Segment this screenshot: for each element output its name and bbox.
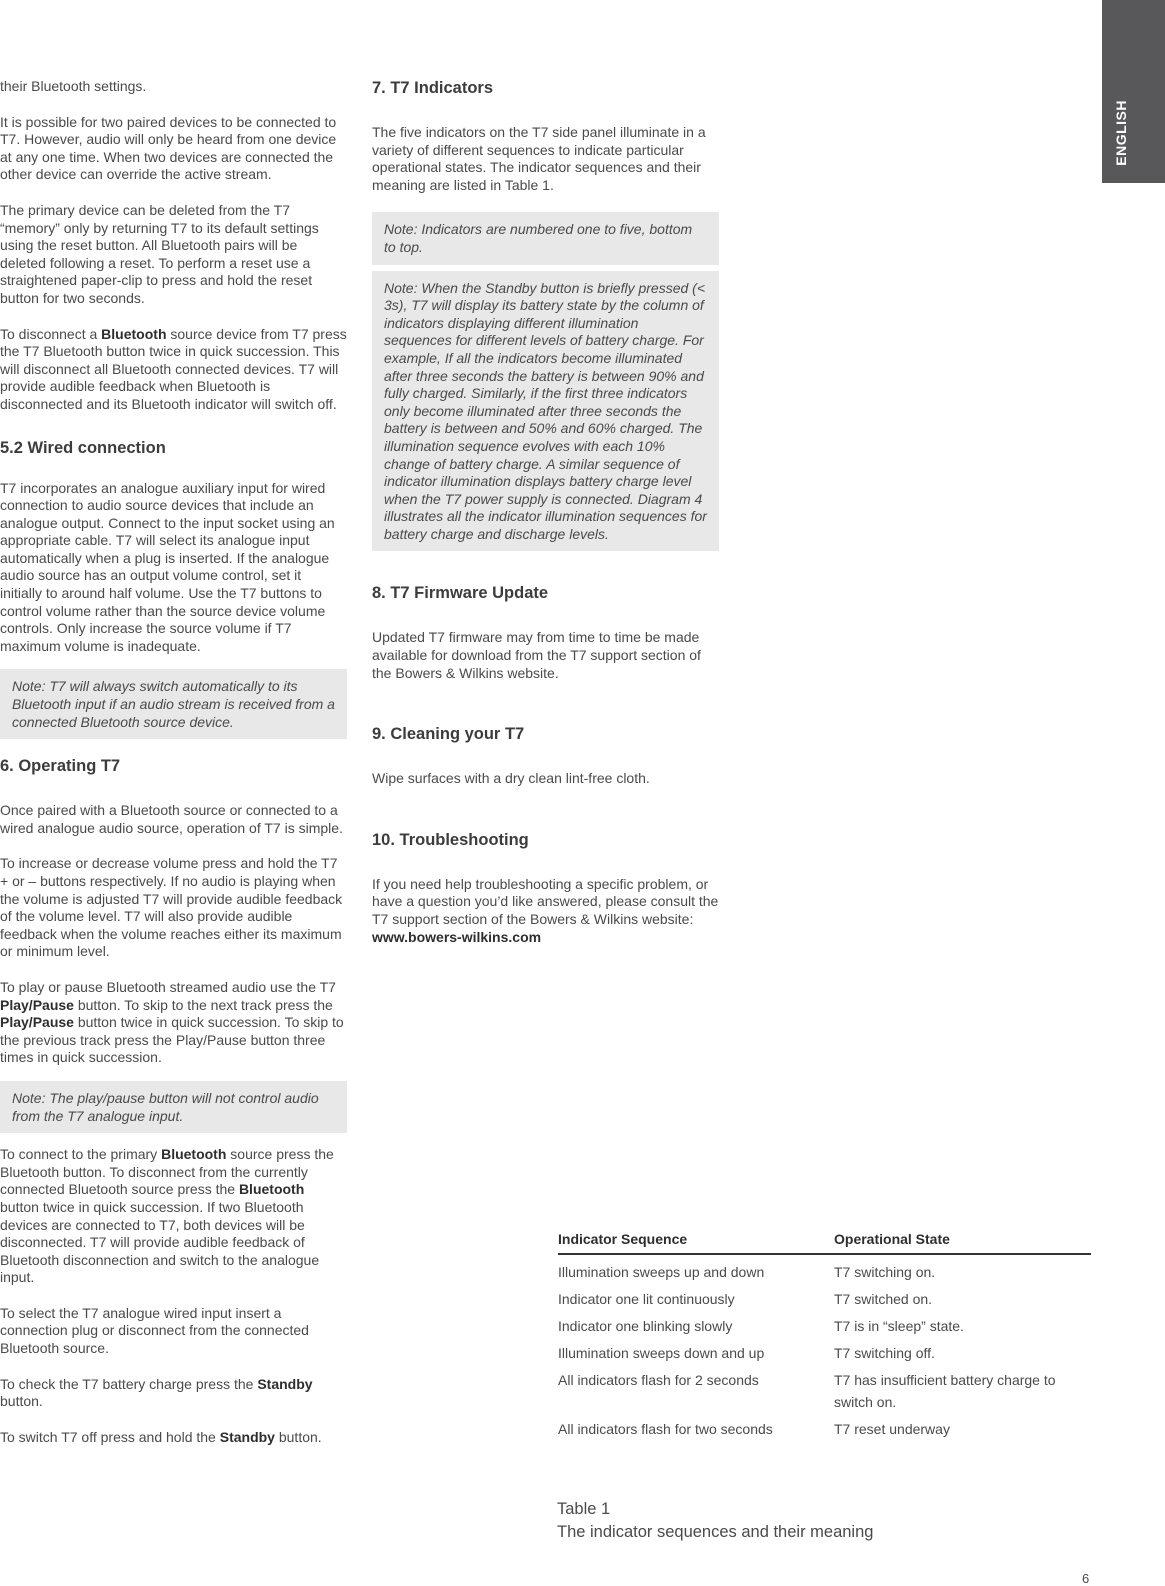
- language-tab: [1102, 0, 1165, 183]
- paragraph: To disconnect a Bluetooth source device from T7 press the T7 Bluetooth button twice in quick succession. This will disconnect all Bluetooth connected devices. T7 will provide audible feedback when Bluetooth is disconnected and its Bluetooth indicator will switch off.: [0, 325, 347, 412]
- left-column: [0, 78, 347, 1464]
- table-row: All indicators flash for two seconds T7 reset underway: [558, 1421, 950, 1437]
- table-row: Illumination sweeps up and down T7 switching on.: [558, 1264, 936, 1280]
- section-heading-operating: 6. Operating T7: [0, 757, 121, 776]
- paragraph: Updated T7 firmware may from time to time be made available for download from the T7 support section of the Bowers & Wilkins website.: [372, 629, 701, 681]
- section-heading-firmware: 8. T7 Firmware Update: [372, 584, 549, 603]
- paragraph: To switch T7 off press and hold the Standby button.: [0, 1428, 322, 1445]
- table-row: Illumination sweeps down and up T7 switching off.: [558, 1345, 935, 1361]
- paragraph: Once paired with a Bluetooth source or connected to a wired analogue audio source, operation of T7 is simple.: [0, 802, 343, 836]
- paragraph: The primary device can be deleted from the T7 “memory” only by returning T7 to its default settings using the reset button. All Bluetooth pairs will be deleted following a reset. To perform a reset use a straightened paper-clip to press and hold the reset button for two seconds.: [0, 201, 319, 306]
- section-heading-cleaning: 9. Cleaning your T7: [372, 725, 525, 744]
- paragraph: Wipe surfaces with a dry clean lint-free cloth.: [372, 770, 650, 787]
- paragraph: T7 incorporates an analogue auxiliary input for wired connection to audio source devices that include an analogue output. Connect to the input socket using an appropriate cable. T7 will select its analogue input automatically when a plug is inserted. If the analogue audio source has an output volume control, set it initially to around half volume. Use the T7 buttons to control volume rather than the source device volume controls. Only increase the source volume if T7 maximum volume is inadequate.: [0, 479, 335, 654]
- section-heading-wired: 5.2 Wired connection: [0, 438, 166, 457]
- note-box: Note: The play/pause button will not control audio from the T7 analogue input.: [0, 1081, 347, 1133]
- table-row: All indicators flash for 2 seconds T7 has insufficient battery charge to switch on.: [558, 1372, 1056, 1410]
- paragraph: The five indicators on the T7 side panel illuminate in a variety of different sequences to indicate particular operational states. The indicator sequences and their meaning are listed in Table 1.: [372, 124, 706, 193]
- note-box: Note: T7 will always switch automatically to its Bluetooth input if an audio stream is received from a connected Bluetooth source device.: [0, 669, 347, 739]
- table-row: Indicator one blinking slowly T7 is in “sleep” state.: [558, 1318, 964, 1334]
- language-tab-label: ENGLISH: [1113, 100, 1129, 166]
- table-row: Indicator one lit continuously T7 switched on.: [558, 1291, 933, 1307]
- indicator-table: [558, 1231, 1091, 1440]
- note-box: Note: Indicators are numbered one to five, bottom to top.: [372, 212, 719, 264]
- section-heading-troubleshooting: 10. Troubleshooting: [372, 830, 529, 849]
- paragraph: If you need help troubleshooting a specific problem, or have a question you’d like answered, please consult the T7 support section of the Bowers & Wilkins website: www.bowers-wilkins.com: [372, 875, 719, 945]
- paragraph: To select the T7 analogue wired input insert a connection plug or disconnect from the connected Bluetooth source.: [0, 1304, 309, 1357]
- paragraph: It is possible for two paired devices to be connected to T7. However, audio will only be heard from one device at any one time. When two devices are connected the other device can override the active stream.: [0, 113, 337, 183]
- table-caption: Table 1 The indicator sequences and their meaning: [557, 1500, 874, 1541]
- table-header: Operational State: [834, 1231, 1064, 1254]
- middle-column: [372, 78, 719, 964]
- paragraph: To play or pause Bluetooth streamed audio use the T7 Play/Pause button. To skip to the next track press the Play/Pause button twice in quick succession. To skip to the previous track press the Play/Pause button three times in quick succession.: [0, 978, 344, 1066]
- paragraph: To connect to the primary Bluetooth source press the Bluetooth button. To disconnect from the currently connected Bluetooth source press the Bluetooth button twice in quick succession. If two Bluetooth devices are connected to T7, both devices will be disconnected. T7 will provide audible feedback of Bluetooth disconnection and switch to the analogue input.: [0, 1146, 334, 1286]
- note-box: Note: When the Standby button is briefly pressed (< 3s), T7 will display its battery state by the column of indicators displaying different illumination sequences for different levels of battery charge. For example, If all the indicators become illuminated after three seconds the battery is between 90% and fully charged. Similarly, if the first three indicators only become illuminated after three seconds the battery is between and 50% and 60% charged. The illumination sequence evolves with each 10% change of battery charge. A similar sequence of indicator illumination displays battery charge level when the T7 power supply is connected. Diagram 4 illustrates all the indicator illumination sequences for battery charge and discharge levels.: [372, 271, 719, 552]
- table-header: Indicator Sequence: [558, 1231, 834, 1254]
- paragraph: To increase or decrease volume press and hold the T7 + or – buttons respectively. If no audio is playing when the volume is adjusted T7 will provide audible feedback of the volume level. T7 will also provide audible feedback when the volume reaches either its maximum or minimum level.: [0, 855, 343, 960]
- paragraph: their Bluetooth settings.: [0, 78, 147, 94]
- section-heading-indicators: 7. T7 Indicators: [372, 79, 494, 97]
- website-link[interactable]: www.bowers-wilkins.com: [372, 928, 542, 945]
- paragraph: To check the T7 battery charge press the Standby button.: [0, 1375, 313, 1410]
- page-number: 6: [1082, 1571, 1090, 1586]
- table-header-spacer: [1064, 1231, 1091, 1254]
